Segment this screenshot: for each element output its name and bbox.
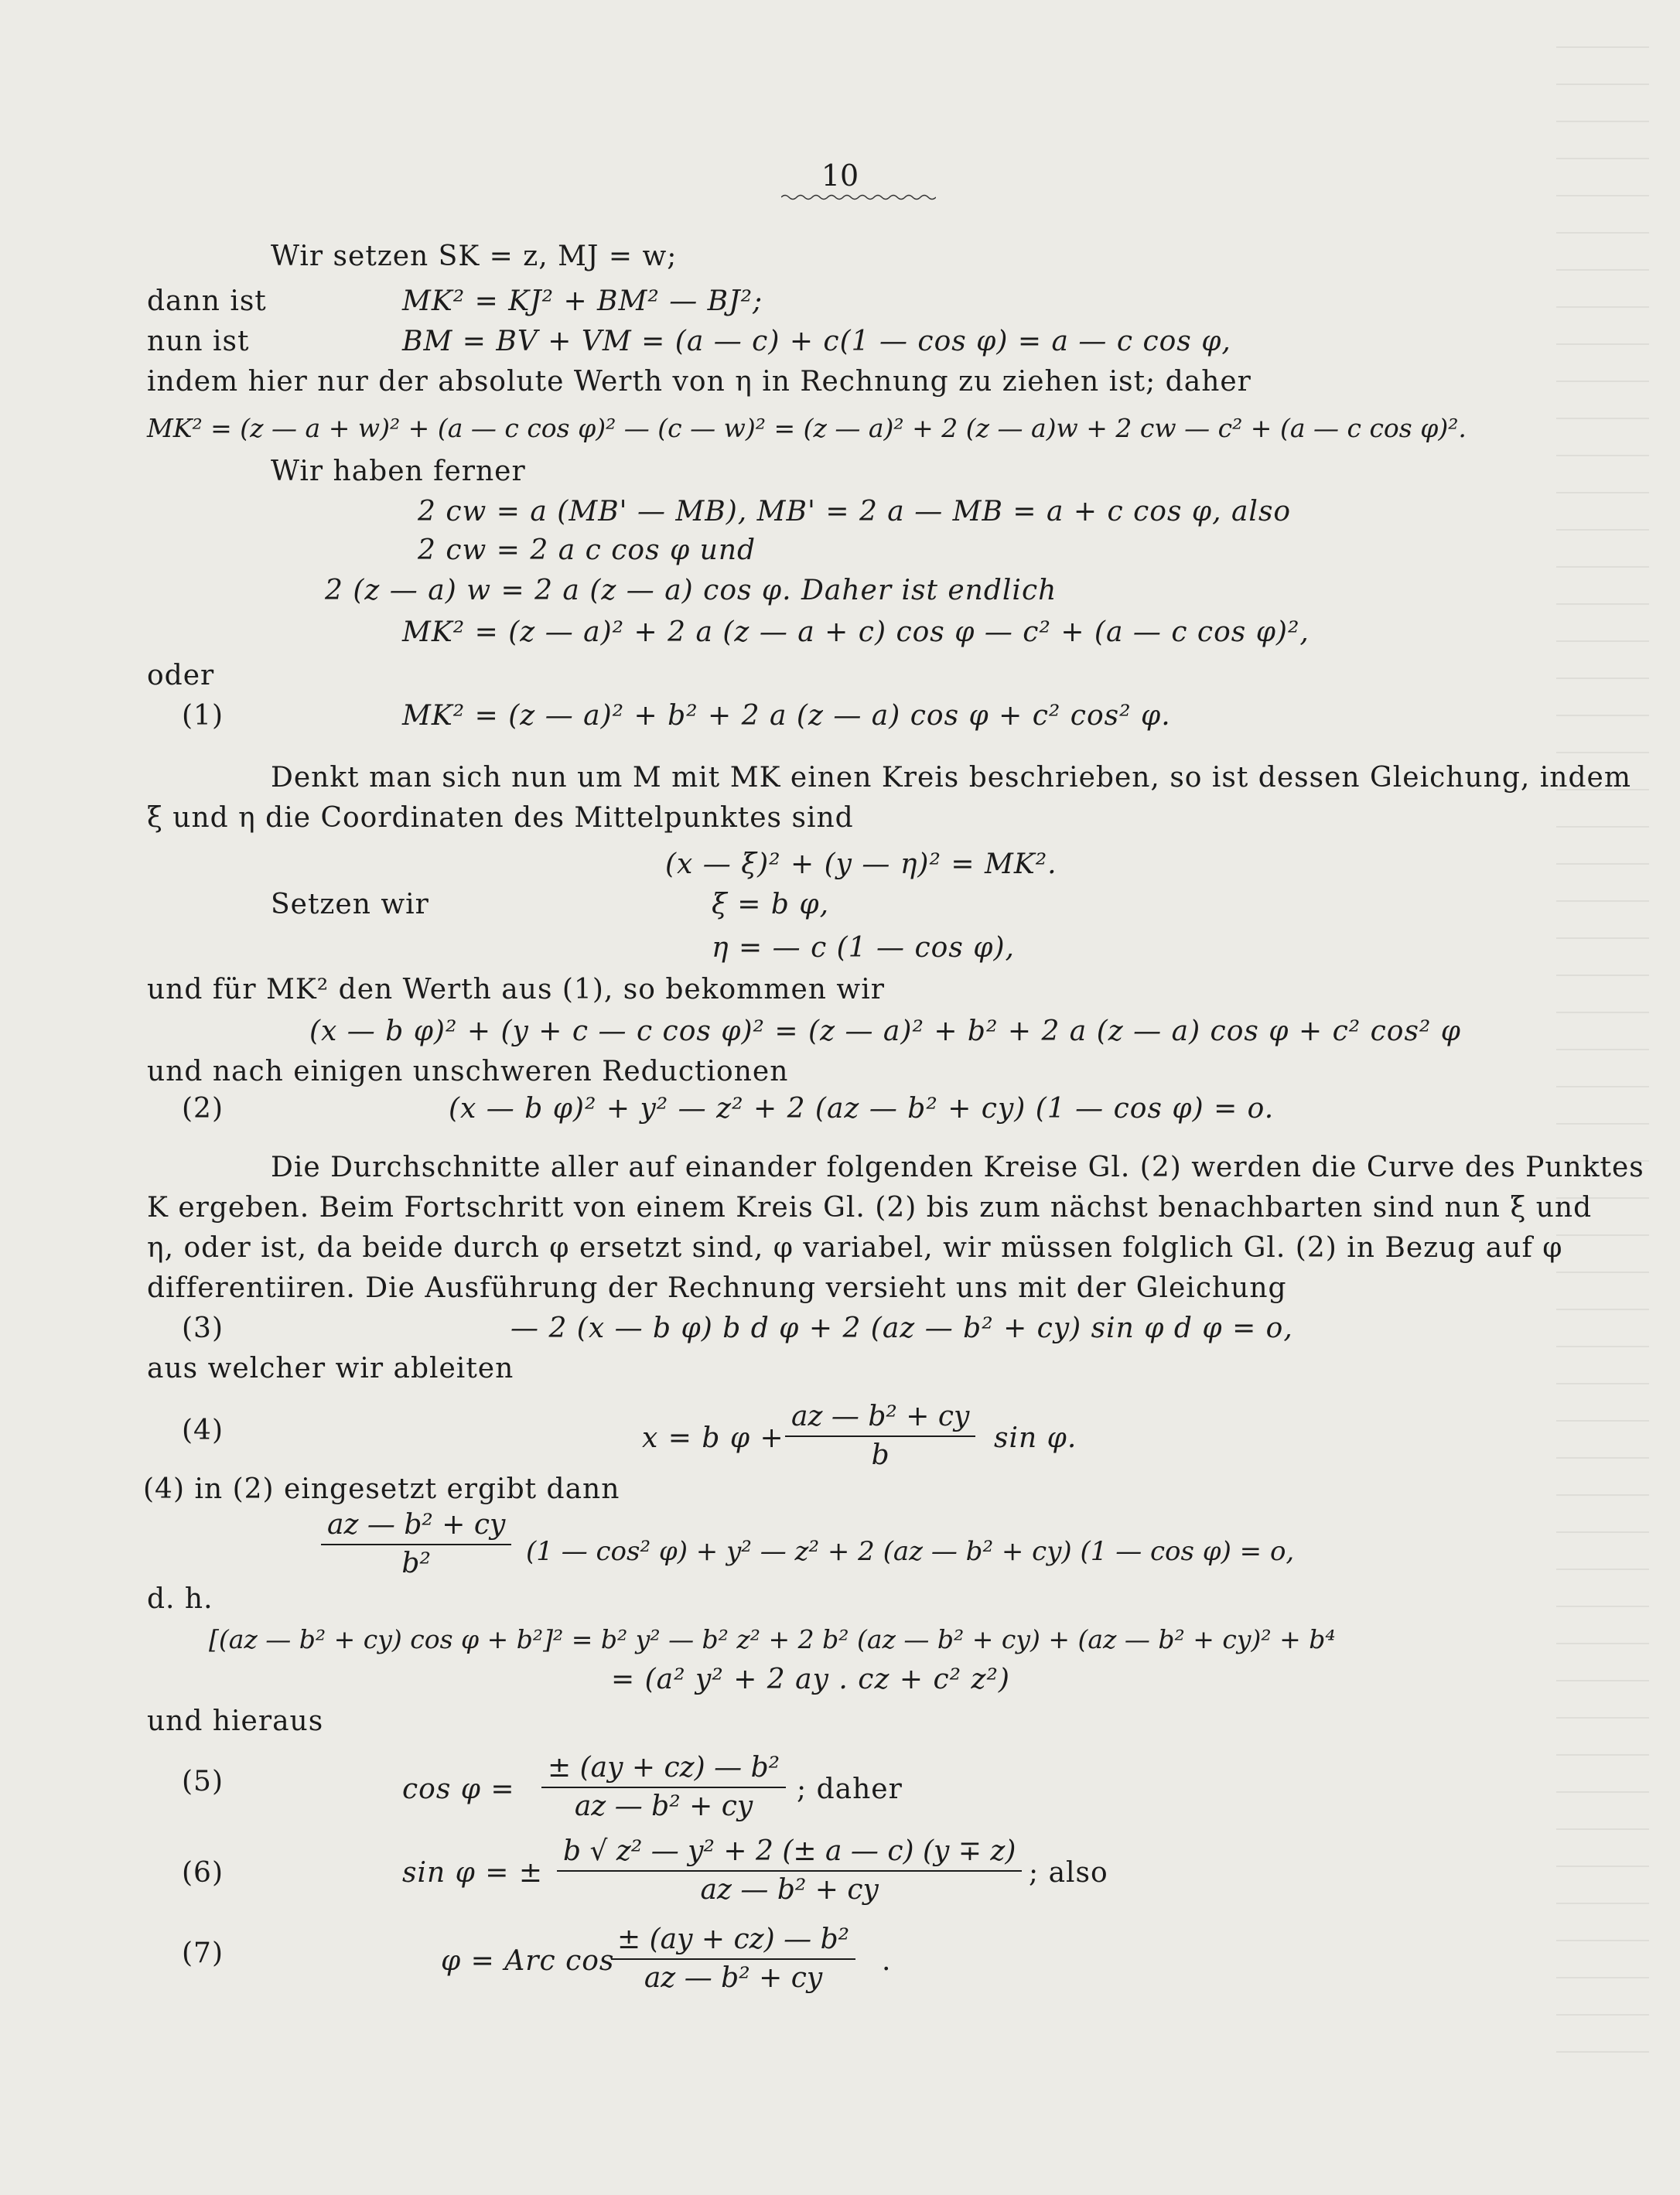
- fraction: [785, 1400, 975, 1473]
- equation-rhs: (1 — cos² φ) + y² — z² + 2 (az — b² + cy) (1 — cos φ) = o,: [526, 1536, 1295, 1567]
- fraction-bar: [541, 1787, 786, 1788]
- fraction: [321, 1508, 511, 1581]
- equation-number: (7): [182, 1937, 224, 1969]
- equation-number: (4): [182, 1415, 224, 1446]
- equation: 2 (z — a) w = 2 a (z — a) cos φ. Daher ist endlich: [325, 575, 1057, 606]
- text-line: ξ und η die Coordinaten des Mittelpunktes sind: [147, 802, 854, 834]
- fraction-bar: [557, 1870, 1022, 1872]
- fraction: [541, 1751, 786, 1824]
- fraction-denominator: az — b² + cy: [700, 1874, 879, 1906]
- fraction-bar: [611, 1958, 855, 1960]
- fraction: [611, 1923, 855, 1995]
- text-line: Wir haben ferner: [271, 456, 526, 487]
- equation-number: (1): [182, 700, 224, 732]
- equation: BM = BV + VM = (a — c) + c(1 — cos φ) = a — c cos φ,: [402, 326, 1231, 357]
- text-label: und hieraus: [147, 1705, 324, 1737]
- equation: — 2 (x — b φ) b d φ + 2 (az — b² + cy) sin φ d φ = o,: [510, 1313, 1293, 1344]
- text-label: nun ist: [147, 326, 250, 357]
- equation-number: (6): [182, 1857, 224, 1889]
- equation-lhs: sin φ = ±: [402, 1857, 544, 1889]
- equation-lhs: x = b φ +: [642, 1422, 784, 1454]
- equation-rhs: sin φ.: [994, 1422, 1077, 1454]
- equation: MK² = (z — a)² + b² + 2 a (z — a) cos φ + c² cos² φ.: [402, 700, 1171, 732]
- text-line: und nach einigen unschweren Reductionen: [147, 1056, 789, 1087]
- equation-number: (5): [182, 1766, 224, 1797]
- text-line: (4) in (2) eingesetzt ergibt dann: [143, 1473, 620, 1505]
- fraction-numerator: ± (ay + cz) — b²: [617, 1924, 850, 1955]
- text-label: oder: [147, 660, 215, 691]
- fraction-denominator: az — b² + cy: [644, 1962, 823, 1994]
- fraction-numerator: b √ z² — y² + 2 (± a — c) (y ∓ z): [563, 1835, 1016, 1867]
- equation-number: (3): [182, 1313, 224, 1344]
- fraction-denominator: b: [871, 1439, 890, 1471]
- equation: MK² = (z — a)² + 2 a (z — a + c) cos φ — c² + (a — c cos φ)²,: [402, 616, 1310, 648]
- fraction-numerator: az — b² + cy: [791, 1401, 970, 1432]
- equation: (x — b φ)² + y² — z² + 2 (az — b² + cy) (1 — cos φ) = o.: [449, 1093, 1275, 1125]
- equation: [(az — b² + cy) cos φ + b²]² = b² y² — b² z² + 2 b² (az — b² + cy) + (az — b² + cy)² + b⁴: [209, 1624, 1336, 1654]
- equation: 2 cw = a (MB' — MB), MB' = 2 a — MB = a + c cos φ, also: [418, 496, 1292, 527]
- equation-rhs: .: [882, 1945, 892, 1977]
- text-line: und für MK² den Werth aus (1), so bekommen wir: [147, 974, 885, 1005]
- text-line: η, oder ist, da beide durch φ ersetzt sind, φ variabel, wir müssen folglich Gl. (2) in Bezug auf φ: [147, 1232, 1563, 1264]
- text-line: Denkt man sich nun um M mit MK einen Kreis beschrieben, so ist dessen Gleichung, indem: [271, 762, 1631, 794]
- fraction-numerator: az — b² + cy: [327, 1509, 506, 1541]
- equation-number: (2): [182, 1093, 224, 1125]
- equation-rhs: ; also: [1029, 1857, 1108, 1889]
- text-line: differentiiren. Die Ausführung der Rechnung versieht uns mit der Gleichung: [147, 1272, 1287, 1304]
- fraction: [557, 1835, 1022, 1907]
- fraction-bar: [785, 1435, 975, 1437]
- equation: η = — c (1 — cos φ),: [712, 932, 1015, 964]
- equation-rhs: ; daher: [797, 1773, 903, 1805]
- fraction-bar: [321, 1544, 511, 1545]
- text-label: d. h.: [147, 1583, 213, 1615]
- text-line: K ergeben. Beim Fortschritt von einem Kreis Gl. (2) bis zum nächst benachbarten sind nun ξ und: [147, 1192, 1593, 1224]
- equation: 2 cw = 2 a c cos φ und: [418, 534, 756, 566]
- text-line: Wir setzen SK = z, MJ = w;: [271, 241, 678, 272]
- equation: (x — ξ)² + (y — η)² = MK².: [665, 848, 1057, 880]
- page-number: 10: [821, 159, 859, 193]
- page-number-underline: [781, 193, 936, 201]
- text-line: aus welcher wir ableiten: [147, 1353, 514, 1384]
- equation: MK² = KJ² + BM² — BJ²;: [402, 285, 763, 317]
- fraction-denominator: b²: [401, 1548, 431, 1579]
- equation-lhs: cos φ =: [402, 1773, 515, 1805]
- text-line: indem hier nur der absolute Werth von η in Rechnung zu ziehen ist; daher: [147, 366, 1251, 398]
- equation-lhs: φ = Arc cos: [441, 1945, 615, 1977]
- text-label: Setzen wir: [271, 889, 429, 920]
- fraction-numerator: ± (ay + cz) — b²: [548, 1752, 780, 1784]
- equation: = (a² y² + 2 ay . cz + c² z²): [611, 1664, 1010, 1695]
- equation: ξ = b φ,: [712, 889, 830, 920]
- text-line: Die Durchschnitte aller auf einander folgenden Kreise Gl. (2) werden die Curve des Punktes: [271, 1152, 1644, 1183]
- fraction-denominator: az — b² + cy: [574, 1790, 753, 1822]
- equation: MK² = (z — a + w)² + (a — c cos φ)² — (c — w)² = (z — a)² + 2 (z — a)w + 2 cw — c² + (a — c cos φ)².: [147, 413, 1467, 443]
- text-label: dann ist: [147, 285, 267, 317]
- equation: (x — b φ)² + (y + c — c cos φ)² = (z — a)² + b² + 2 a (z — a) cos φ + c² cos² φ: [309, 1016, 1461, 1047]
- bleed-through-texture: [1556, 46, 1649, 2057]
